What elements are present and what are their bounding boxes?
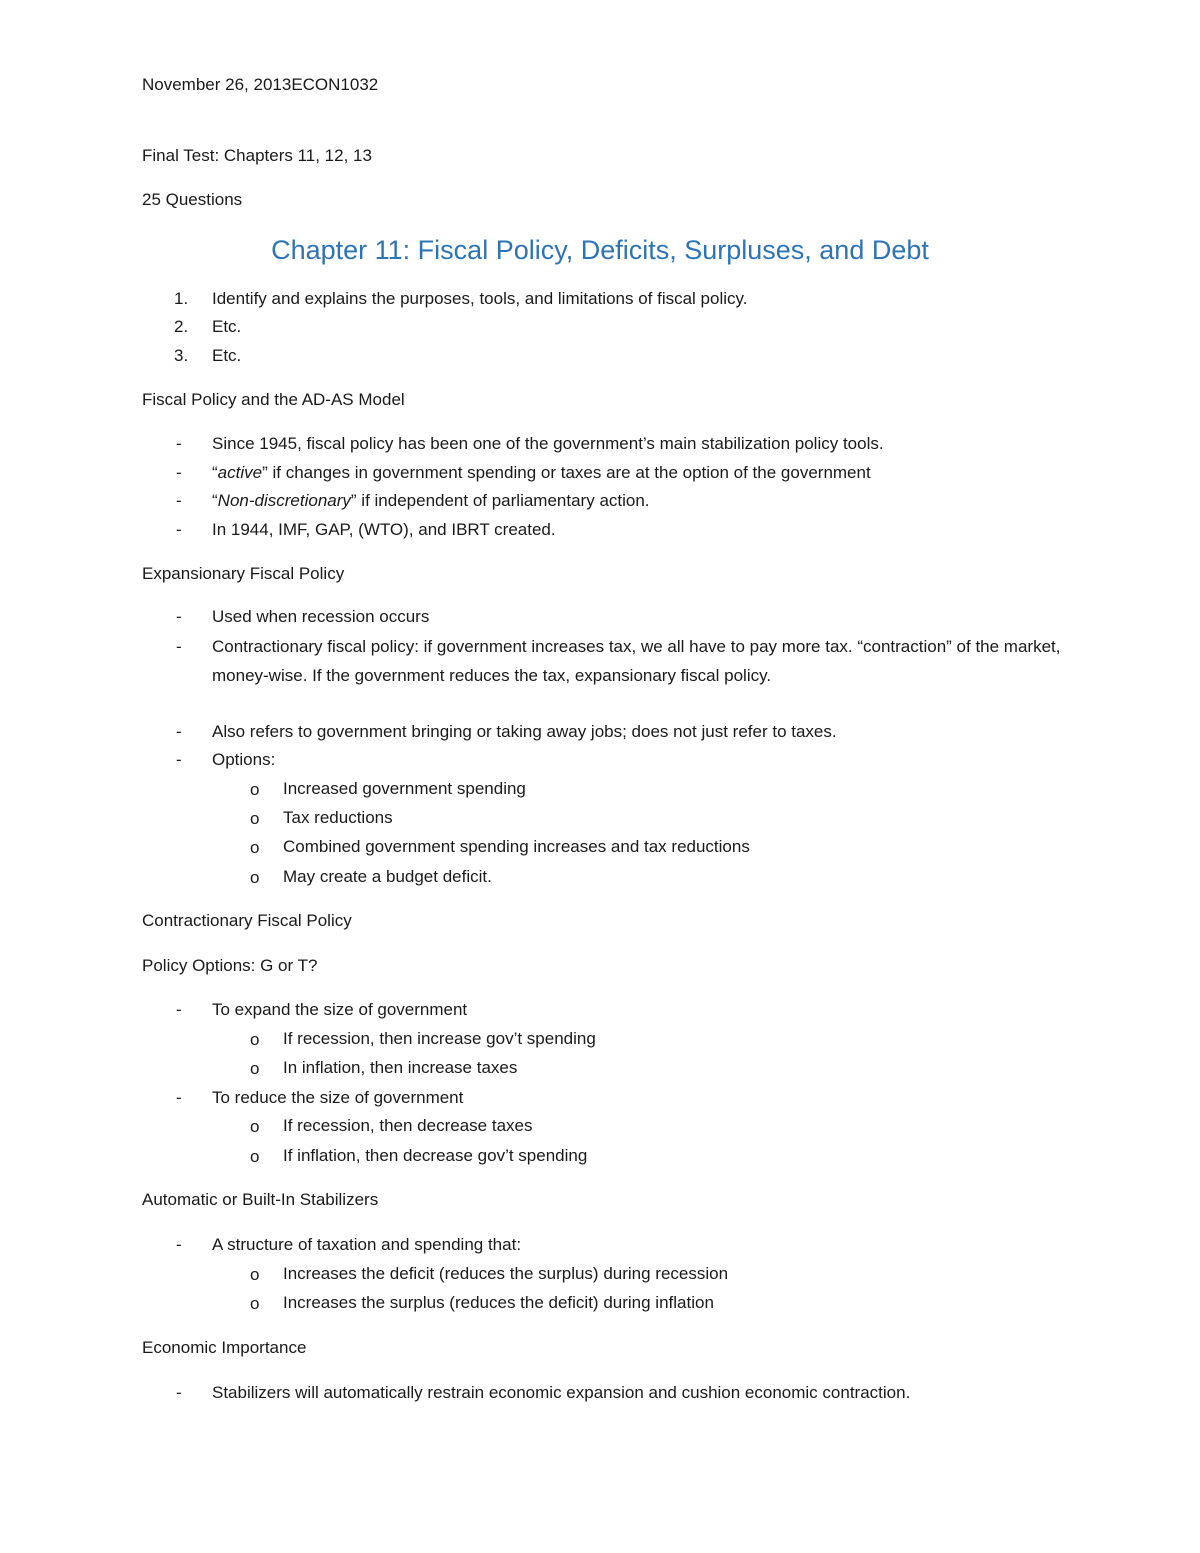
objective-number: 1. bbox=[174, 289, 189, 308]
o-bullet: o bbox=[250, 809, 260, 828]
o-bullet: o bbox=[250, 1294, 260, 1313]
section-heading-importance: Economic Importance bbox=[142, 1338, 307, 1357]
o-bullet: o bbox=[250, 1059, 260, 1078]
o-bullet: o bbox=[250, 1265, 260, 1284]
o-bullet: o bbox=[250, 838, 260, 857]
emphasis-non-discretionary: Non-discretionary bbox=[217, 491, 351, 510]
o-bullet: o bbox=[250, 868, 260, 887]
dash-bullet: - bbox=[176, 463, 182, 482]
option-item: Tax reductions bbox=[283, 808, 393, 827]
option-item: Combined government spending increases and tax reductions bbox=[283, 837, 750, 856]
dash-bullet: - bbox=[176, 607, 182, 626]
policy-sub-item: If recession, then increase gov’t spending bbox=[283, 1029, 596, 1048]
item-rest: ” if independent of parliamentary action. bbox=[350, 491, 650, 510]
chapter-title: Chapter 11: Fiscal Policy, Deficits, Surpluses, and Debt bbox=[271, 235, 929, 265]
emphasis-active: active bbox=[217, 463, 263, 482]
item-rest: ” if changes in government spending or taxes are at the option of the government bbox=[262, 463, 871, 482]
o-bullet: o bbox=[250, 1117, 260, 1136]
dash-bullet: - bbox=[176, 491, 182, 510]
ad-as-item-active bbox=[212, 462, 871, 484]
dash-bullet: - bbox=[176, 1383, 182, 1402]
dash-bullet: - bbox=[176, 520, 182, 539]
o-bullet: o bbox=[250, 1147, 260, 1166]
policy-sub-item: In inflation, then increase taxes bbox=[283, 1058, 518, 1077]
dash-bullet: - bbox=[176, 750, 182, 769]
dash-bullet: - bbox=[176, 1088, 182, 1107]
option-item: Increased government spending bbox=[283, 779, 526, 798]
final-test-line: Final Test: Chapters 11, 12, 13 bbox=[142, 146, 372, 165]
policy-reduce-item: To reduce the size of government bbox=[212, 1088, 464, 1107]
option-item: May create a budget deficit. bbox=[283, 867, 492, 886]
dash-bullet: - bbox=[176, 637, 182, 656]
date-course-line: November 26, 2013ECON1032 bbox=[142, 75, 379, 94]
expansionary-item-wrapped: Contractionary fiscal policy: if government increases tax, we all have to pay more tax. “contraction” of the market, money-wise. If the government reduces the tax, expansionary fiscal policy. bbox=[212, 637, 1061, 685]
section-heading-ad-as: Fiscal Policy and the AD-AS Model bbox=[142, 390, 405, 409]
questions-line: 25 Questions bbox=[142, 190, 243, 209]
o-bullet: o bbox=[250, 1030, 260, 1049]
expansionary-item: Also refers to government bringing or taking away jobs; does not just refer to taxes. bbox=[212, 722, 837, 741]
objective-number: 2. bbox=[174, 317, 189, 336]
policy-sub-item: If inflation, then decrease gov’t spending bbox=[283, 1146, 588, 1165]
o-bullet: o bbox=[250, 780, 260, 799]
open-quote: “ bbox=[212, 463, 218, 482]
stabilizers-sub-item: Increases the deficit (reduces the surplus) during recession bbox=[283, 1264, 729, 1283]
open-quote: “ bbox=[212, 491, 218, 510]
section-heading-stabilizers: Automatic or Built-In Stabilizers bbox=[142, 1190, 379, 1209]
ad-as-item: Since 1945, fiscal policy has been one of the government’s main stabilization policy tools. bbox=[212, 434, 884, 453]
dash-bullet: - bbox=[176, 722, 182, 741]
expansionary-item: Used when recession occurs bbox=[212, 607, 430, 626]
ad-as-item-non-discretionary bbox=[212, 490, 650, 512]
stabilizers-item: A structure of taxation and spending that: bbox=[212, 1235, 522, 1254]
objective-number: 3. bbox=[174, 346, 189, 365]
section-heading-expansionary: Expansionary Fiscal Policy bbox=[142, 564, 345, 583]
importance-item: Stabilizers will automatically restrain economic expansion and cushion economic contraction. bbox=[212, 1383, 911, 1402]
dash-bullet: - bbox=[176, 434, 182, 453]
ad-as-item: In 1944, IMF, GAP, (WTO), and IBRT created. bbox=[212, 520, 556, 539]
dash-bullet: - bbox=[176, 1000, 182, 1019]
stabilizers-sub-item: Increases the surplus (reduces the deficit) during inflation bbox=[283, 1293, 714, 1312]
policy-expand-item: To expand the size of government bbox=[212, 1000, 468, 1019]
dash-bullet: - bbox=[176, 1235, 182, 1254]
policy-sub-item: If recession, then decrease taxes bbox=[283, 1116, 533, 1135]
section-heading-contractionary: Contractionary Fiscal Policy bbox=[142, 911, 352, 930]
objective-item: Etc. bbox=[212, 346, 242, 365]
objective-item: Etc. bbox=[212, 317, 242, 336]
expansionary-item: Options: bbox=[212, 750, 276, 769]
objective-item: Identify and explains the purposes, tools, and limitations of fiscal policy. bbox=[212, 289, 748, 308]
section-heading-policy-options: Policy Options: G or T? bbox=[142, 956, 318, 975]
